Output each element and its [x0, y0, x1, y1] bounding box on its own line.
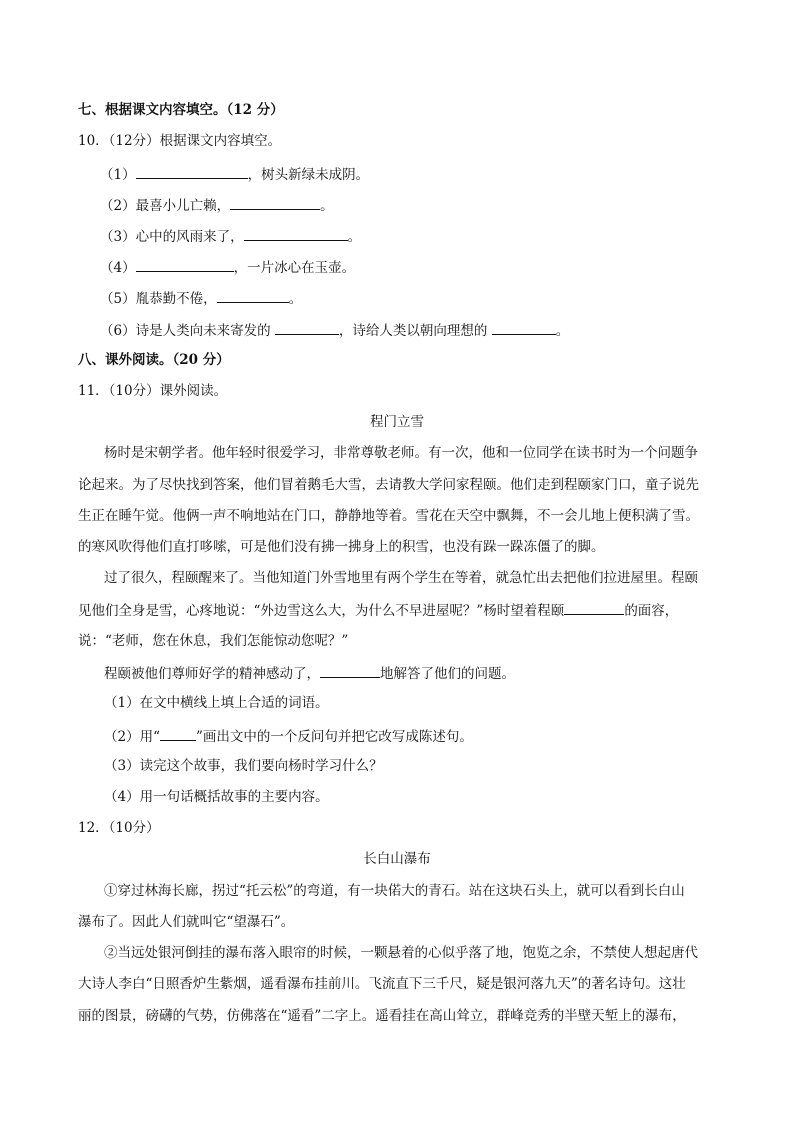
fill-item-5 [100, 288, 302, 308]
item-text: 心中的风雨来了， [135, 229, 244, 245]
item-text: 诗是人类向未来寄发的 [135, 323, 275, 339]
passage-text: 的面容， [624, 603, 679, 619]
item-text: 。 [555, 323, 570, 339]
section-heading-8: 八、课外阅读。（20 分） [78, 352, 230, 368]
passage-line: ②当远处银河倒挂的瀑布落入眼帘的时候，一颗悬着的心似乎落了地，饱览之余，不禁使人想起唐代 [104, 945, 698, 961]
question-text: （2）用“ [104, 729, 160, 745]
passage-line: 说：“老师，您在休息，我们怎能惊动您呢？” [78, 633, 349, 649]
passage-title: 程门立雪 [370, 414, 424, 430]
answer-blank[interactable] [275, 320, 339, 335]
item-number: （5） [100, 291, 136, 307]
answer-blank[interactable] [217, 288, 289, 303]
passage-line: 过了很久，程颐醒来了。当他知道门外雪地里有两个学生在等着，就急忙出去把他们拉进屋里。程颐 [104, 570, 698, 586]
question-12-stem: 12．（10分） [78, 820, 160, 836]
answer-blank[interactable] [564, 600, 624, 615]
answer-blank[interactable] [320, 663, 380, 678]
passage-line: 丽的图景，磅礴的气势，仿佛落在“遥看”二字上。遥看挂在高山耸立，群峰竞秀的半壁天堑上的瀑布， [78, 1008, 686, 1024]
passage-line [78, 600, 678, 620]
passage-text: 程颐被他们尊师好学的精神感动了， [104, 666, 320, 682]
fill-item-3 [100, 226, 361, 246]
sub-question-3: （3）读完这个故事，我们要向杨时学习什么？ [104, 758, 383, 774]
passage-line: 生正在睡午觉。他俩一声不响地站在门口，静静地等着。雪花在天空中飘舞，不一会儿地上便积满了雪。 [78, 508, 699, 524]
question-10-stem: 10．（12分）根据课文内容填空。 [78, 133, 282, 149]
sub-question-4: （4）用一句话概括故事的主要内容。 [104, 789, 329, 805]
fill-item-2 [100, 195, 334, 215]
section-heading-7: 七、根据课文内容填空。（12 分） [78, 102, 284, 118]
sub-question-1: （1）在文中横线上填上合适的词语。 [104, 695, 329, 711]
item-number: （4） [100, 260, 136, 276]
passage-line: 的寒风吹得他们直打哆嗦，可是他们没有拂一拂身上的积雪，也没有跺一跺冻僵了的脚。 [78, 539, 605, 555]
answer-blank[interactable] [244, 226, 348, 241]
passage-text: 见他们全身是雪，心疼地说：“外边雪这么大，为什么不早进屋呢？”杨时望着程颐 [78, 603, 565, 619]
item-text: ，树头新绿未成阴。 [247, 167, 370, 183]
item-number: （6） [100, 323, 136, 339]
passage-line: ①穿过林海长廊，拐过“托云松”的弯道，有一块偌大的青石。站在这块石头上，就可以看到长白山 [104, 883, 685, 899]
passage-line: 瀑布了。因此人们就叫它“望瀑石”。 [78, 914, 295, 930]
item-text: 。 [320, 198, 334, 214]
sub-question-2 [104, 726, 473, 746]
answer-blank[interactable] [492, 320, 556, 335]
item-number: （2） [100, 198, 136, 214]
item-text: 最喜小儿亡赖， [135, 198, 231, 214]
item-number: （1） [100, 167, 136, 183]
answer-blank[interactable] [230, 195, 320, 210]
fill-item-4 [100, 257, 355, 277]
answer-blank[interactable] [136, 164, 248, 179]
passage-text: 地解答了他们的问题。 [380, 666, 515, 682]
item-number: （3） [100, 229, 136, 245]
answer-blank[interactable] [136, 257, 234, 272]
passage-title: 长白山瀑布 [363, 851, 431, 867]
item-text: ，一片冰心在玉壶。 [233, 260, 356, 276]
item-text: 胤恭勤不倦， [135, 291, 217, 307]
item-text: ，诗给人类以朝向理想的 [338, 323, 492, 339]
item-text: 。 [347, 229, 362, 245]
fill-item-6 [100, 320, 569, 340]
item-text: 。 [288, 291, 303, 307]
passage-line: 大诗人李白“日照香炉生紫烟，遥看瀑布挂前川。飞流直下三千尺，疑是银河落九天”的著名诗句。这壮 [78, 976, 686, 992]
underline-marker [160, 726, 196, 741]
question-11-stem: 11．（10分）课外阅读。 [78, 383, 228, 399]
passage-line: 论起来。为了尽快找到答案，他们冒着鹅毛大雪，去请教大学问家程颐。他们走到程颐家门口，童子说先 [78, 477, 699, 493]
fill-item-1 [100, 164, 369, 184]
passage-line [104, 663, 515, 683]
question-text: ”画出文中的一个反问句并把它改写成陈述句。 [196, 729, 473, 745]
passage-line: 杨时是宋朝学者。他年轻时很爱学习，非常尊敬老师。有一次，他和一位同学在读书时为一个问题争 [104, 445, 698, 461]
